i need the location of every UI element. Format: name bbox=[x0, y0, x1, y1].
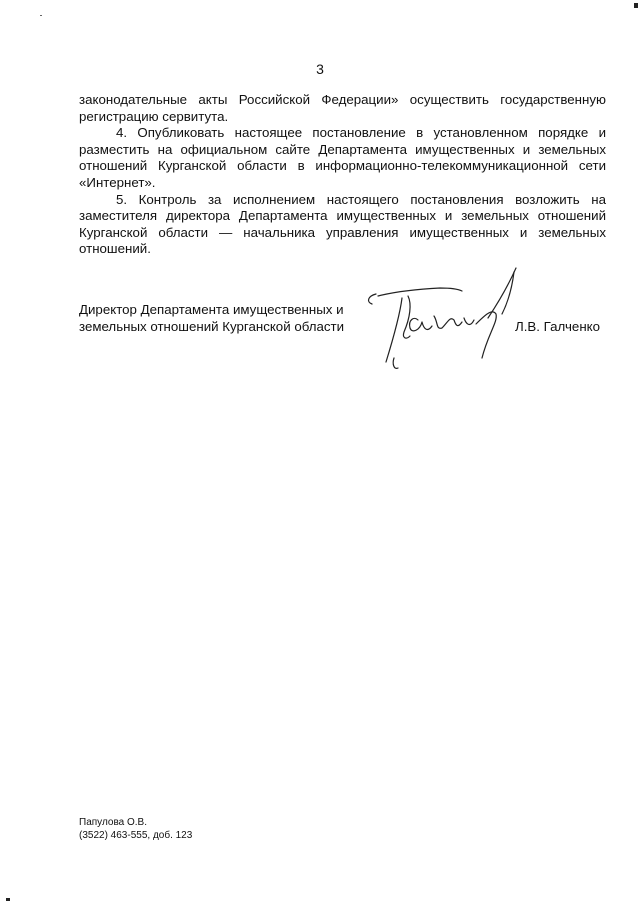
executor-phone: (3522) 463-555, доб. 123 bbox=[79, 830, 193, 841]
scan-corner-mark bbox=[6, 898, 10, 901]
position-line: земельных отношений Курганской области bbox=[79, 318, 345, 334]
handwritten-signature bbox=[358, 258, 533, 378]
body-text bbox=[79, 92, 606, 258]
executor-footer bbox=[79, 816, 192, 842]
page-number: 3 bbox=[316, 61, 324, 77]
executor-name: Папулова О.В. bbox=[79, 817, 147, 828]
paragraph-continuation: законодательные акты Российской Федерации» осуществить государственную регистрацию сервитута. bbox=[79, 92, 606, 124]
signer-name: Л.В. Галченко bbox=[515, 319, 601, 334]
position-line: Директор Департамента имущественных и bbox=[79, 302, 344, 317]
scan-speck bbox=[40, 15, 42, 16]
signature-position bbox=[79, 302, 359, 335]
paragraph-item-5: 5. Контроль за исполнением настоящего постановления возложить на заместителя директора Департамента имущественных и земельных отношений Курганской области — начальника управления имущественных и земельных отношений. bbox=[79, 191, 606, 257]
paragraph-item-4: 4. Опубликовать настоящее постановление в установленном порядке и разместить на официальном сайте Департамента имущественных и земельных отношений Курганской области в информационно-телекоммуникационной сети «Интернет». bbox=[79, 125, 606, 190]
scan-corner-mark bbox=[634, 3, 638, 8]
